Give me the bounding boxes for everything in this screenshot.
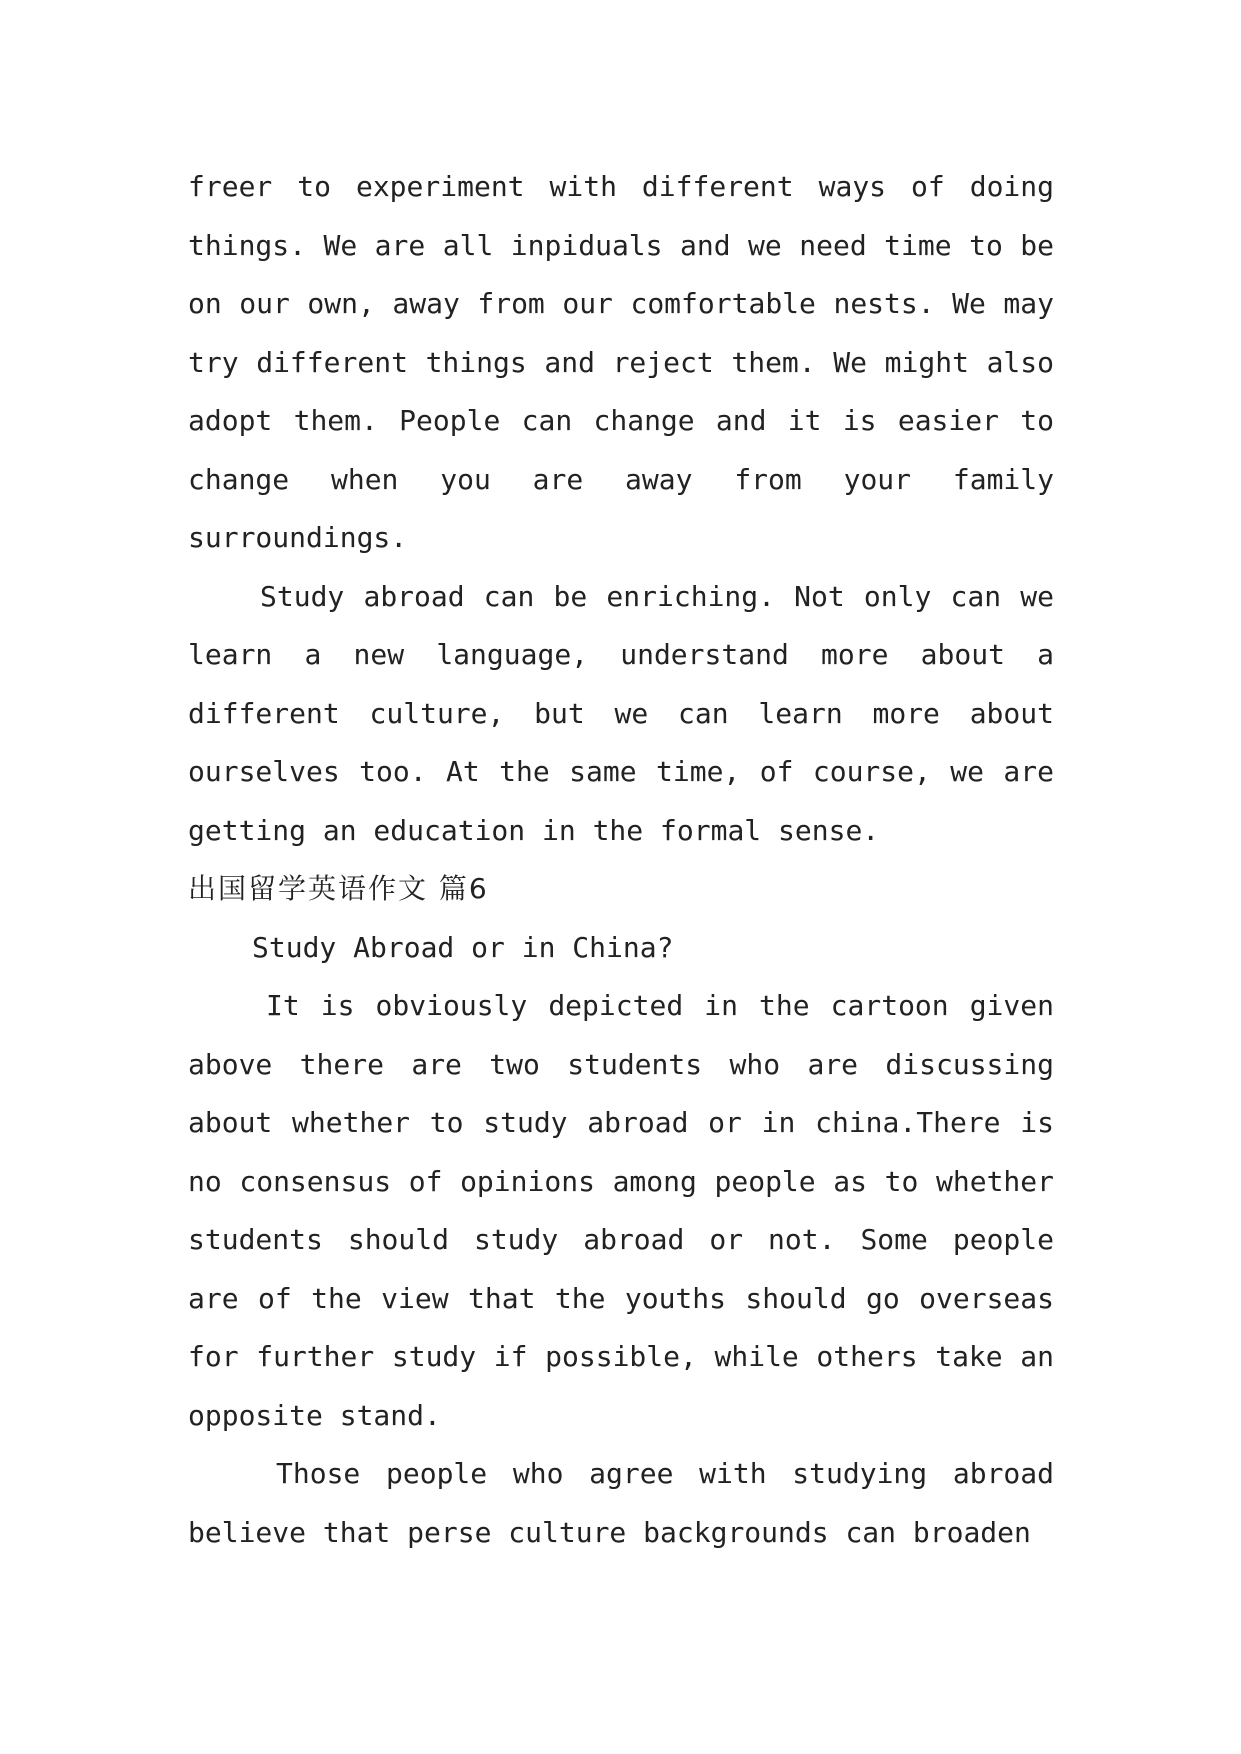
essay-title: Study Abroad or in China? [252,930,674,964]
paragraph-continuation: freer to experiment with different ways of doing things. We are all inpiduals and we need time to be on our own, away from our comfortable nests. We may try different things and reject them. We might also adopt them. People can change and it is easier to change when you are away from your family surroundings. [188,170,1054,554]
essay-paragraph-intro: It is obviously depicted in the cartoon given above there are two students who are discussing about whether to study abroad or in china.There is no consensus of opinions among people as to whether students should study abroad or not. Some people are of the view that the youths should go overseas for further study if possible, while others take an opposite stand. [188,989,1054,1432]
section-heading: 出国留学英语作文 篇6 [188,872,489,905]
essay-paragraph-supporters: Those people who agree with studying abroad believe that perse culture backgrounds can broaden [188,1457,1054,1549]
paragraph-study-abroad-enriching: Study abroad can be enriching. Not only can we learn a new language, understand more about a different culture, but we can learn more about ourselves too. At the same time, of course, we are getting an education in the formal sense. [188,579,1054,847]
document-body [188,158,1054,1562]
